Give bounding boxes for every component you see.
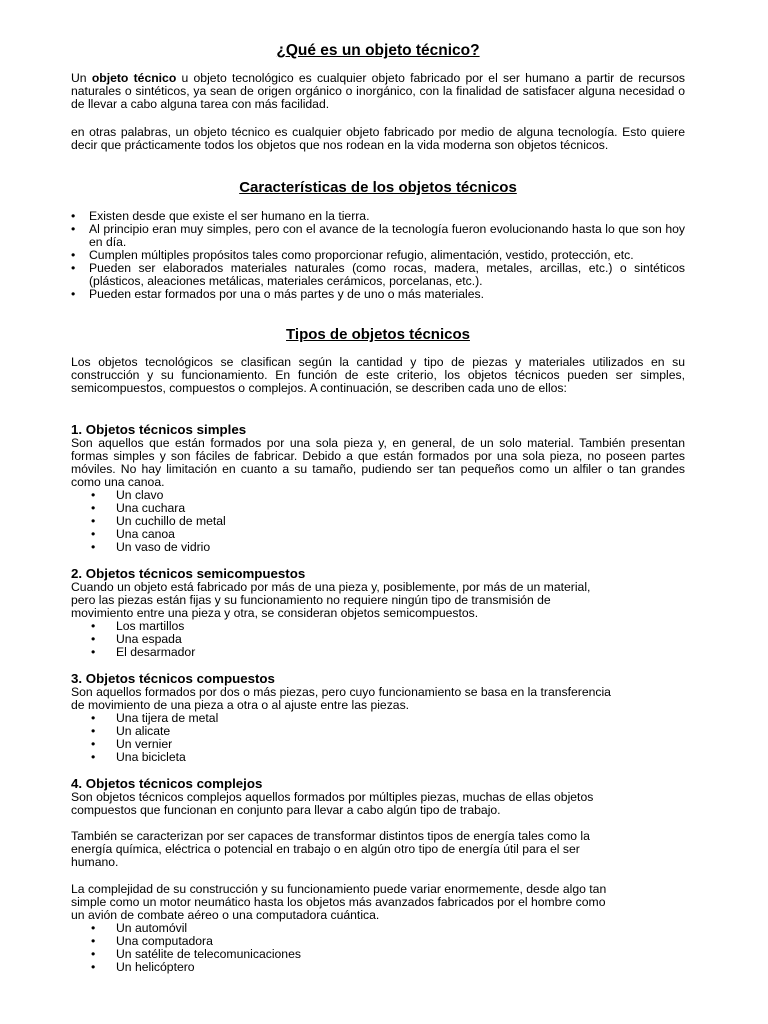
caracteristicas-list bbox=[71, 210, 685, 301]
tipos-intro: Los objetos tecnológicos se clasifican según la cantidad y tipo de piezas y materiales utilizados en su construcción y su funcionamiento. En función de este criterio, los objetos técnicos pueden ser simples, semicompuestos, compuestos o complejos. A continuación, se describen cada uno de ellos: bbox=[71, 355, 685, 395]
simples-list bbox=[71, 489, 685, 554]
list-item: • Un automóvil bbox=[71, 922, 685, 935]
simples-text: Son aquellos que están formados por una sola pieza y, en general, de un solo material. También presentan formas simples y son fáciles de fabricar. Debido a que están formados por una sola pieza, no poseen partes móviles. No hay limitación en cuanto a su tamaño, pudiendo ser tan pequeños como un alfiler o tan grandes como una canoa. bbox=[71, 436, 685, 489]
list-item: • Una bicicleta bbox=[71, 751, 685, 764]
semicompuestos-text: Cuando un objeto está fabricado por más de una pieza y, posiblemente, por más de un material, pero las piezas están fijas y su funcionamiento no requiere ningún tipo de transmisión de movimiento entre una pieza y otra, se consideran objetos semicompuestos. bbox=[71, 580, 591, 620]
list-item: • Una computadora bbox=[71, 935, 685, 948]
list-item: • Un satélite de telecomunicaciones bbox=[71, 948, 685, 961]
compuestos-text: Son aquellos formados por dos o más piezas, pero cuyo funcionamiento se basa en la transferencia de movimiento de una pieza a otra o al ajuste entre las piezas. bbox=[71, 685, 611, 712]
list-item: • Un vernier bbox=[71, 738, 685, 751]
complejos-text-2: También se caracterizan por ser capaces de transformar distintos tipos de energía tales como la energía química, eléctrica o potencial en trabajo o en algún otro tipo de energía útil para el ser humano. bbox=[71, 829, 590, 869]
list-item: • Cumplen múltiples propósitos tales como proporcionar refugio, alimentación, vestido, protección, etc. bbox=[71, 249, 685, 262]
complejos-text-1: Son objetos técnicos complejos aquellos formados por múltiples piezas, muchas de ellas objetos compuestos que funcionan en conjunto para llevar a cabo algún tipo de trabajo. bbox=[71, 790, 594, 817]
list-item: • El desarmador bbox=[71, 646, 685, 659]
tipos-heading: Tipos de objetos técnicos bbox=[286, 326, 470, 343]
list-item: • Un cuchillo de metal bbox=[71, 515, 685, 528]
semicompuestos-list bbox=[71, 620, 685, 659]
list-item: • Los martillos bbox=[71, 620, 685, 633]
list-item: • Una canoa bbox=[71, 528, 685, 541]
complejos-text-3: La complejidad de su construcción y su funcionamiento puede variar enormemente, desde algo tan simple como un motor neumático hasta los objetos más avanzados fabricados por el hombre como un avión de combate aéreo o una computadora cuántica. bbox=[71, 882, 607, 922]
list-item: • Pueden estar formados por una o más partes y de uno o más materiales. bbox=[71, 288, 685, 301]
list-item: • Una espada bbox=[71, 633, 685, 646]
list-item: • Existen desde que existe el ser humano en la tierra. bbox=[71, 210, 685, 223]
list-item: • Un helicóptero bbox=[71, 961, 685, 974]
compuestos-heading: 3. Objetos técnicos compuestos bbox=[71, 671, 275, 686]
intro-paragraph-1: Un objeto técnico u objeto tecnológico es cualquier objeto fabricado por el ser humano a partir de recursos naturales o sintéticos, ya sean de origen orgánico o inorgánico, con la finalidad de satisfacer alguna necesidad o de llevar a cabo alguna tarea con más facilidad. bbox=[71, 71, 685, 111]
caracteristicas-heading: Características de los objetos técnicos bbox=[239, 179, 517, 196]
list-item: • Una tijera de metal bbox=[71, 712, 685, 725]
intro-paragraph-2: en otras palabras, un objeto técnico es cualquier objeto fabricado por medio de alguna tecnología. Esto quiere decir que prácticamente todos los objetos que nos rodean en la vida moderna son objetos técnicos. bbox=[71, 125, 685, 152]
page-title: ¿Qué es un objeto técnico? bbox=[276, 42, 480, 59]
simples-heading: 1. Objetos técnicos simples bbox=[71, 422, 247, 437]
list-item: • Un alicate bbox=[71, 725, 685, 738]
semicompuestos-heading: 2. Objetos técnicos semicompuestos bbox=[71, 566, 306, 581]
list-item: • Un clavo bbox=[71, 489, 685, 502]
list-item: • Una cuchara bbox=[71, 502, 685, 515]
intro-bold-term: objeto técnico bbox=[91, 71, 177, 85]
complejos-list bbox=[71, 922, 685, 974]
list-item: • Un vaso de vidrio bbox=[71, 541, 685, 554]
compuestos-list bbox=[71, 712, 685, 764]
complejos-heading: 4. Objetos técnicos complejos bbox=[71, 776, 263, 791]
list-item: • Al principio eran muy simples, pero con el avance de la tecnología fueron evolucionando hasta lo que son hoy en día. bbox=[71, 223, 685, 249]
list-item: • Pueden ser elaborados materiales naturales (como rocas, madera, metales, arcillas, etc.) o sintéticos (plásticos, aleaciones metálicas, materiales cerámicos, porcelanas, etc.). bbox=[71, 262, 685, 288]
